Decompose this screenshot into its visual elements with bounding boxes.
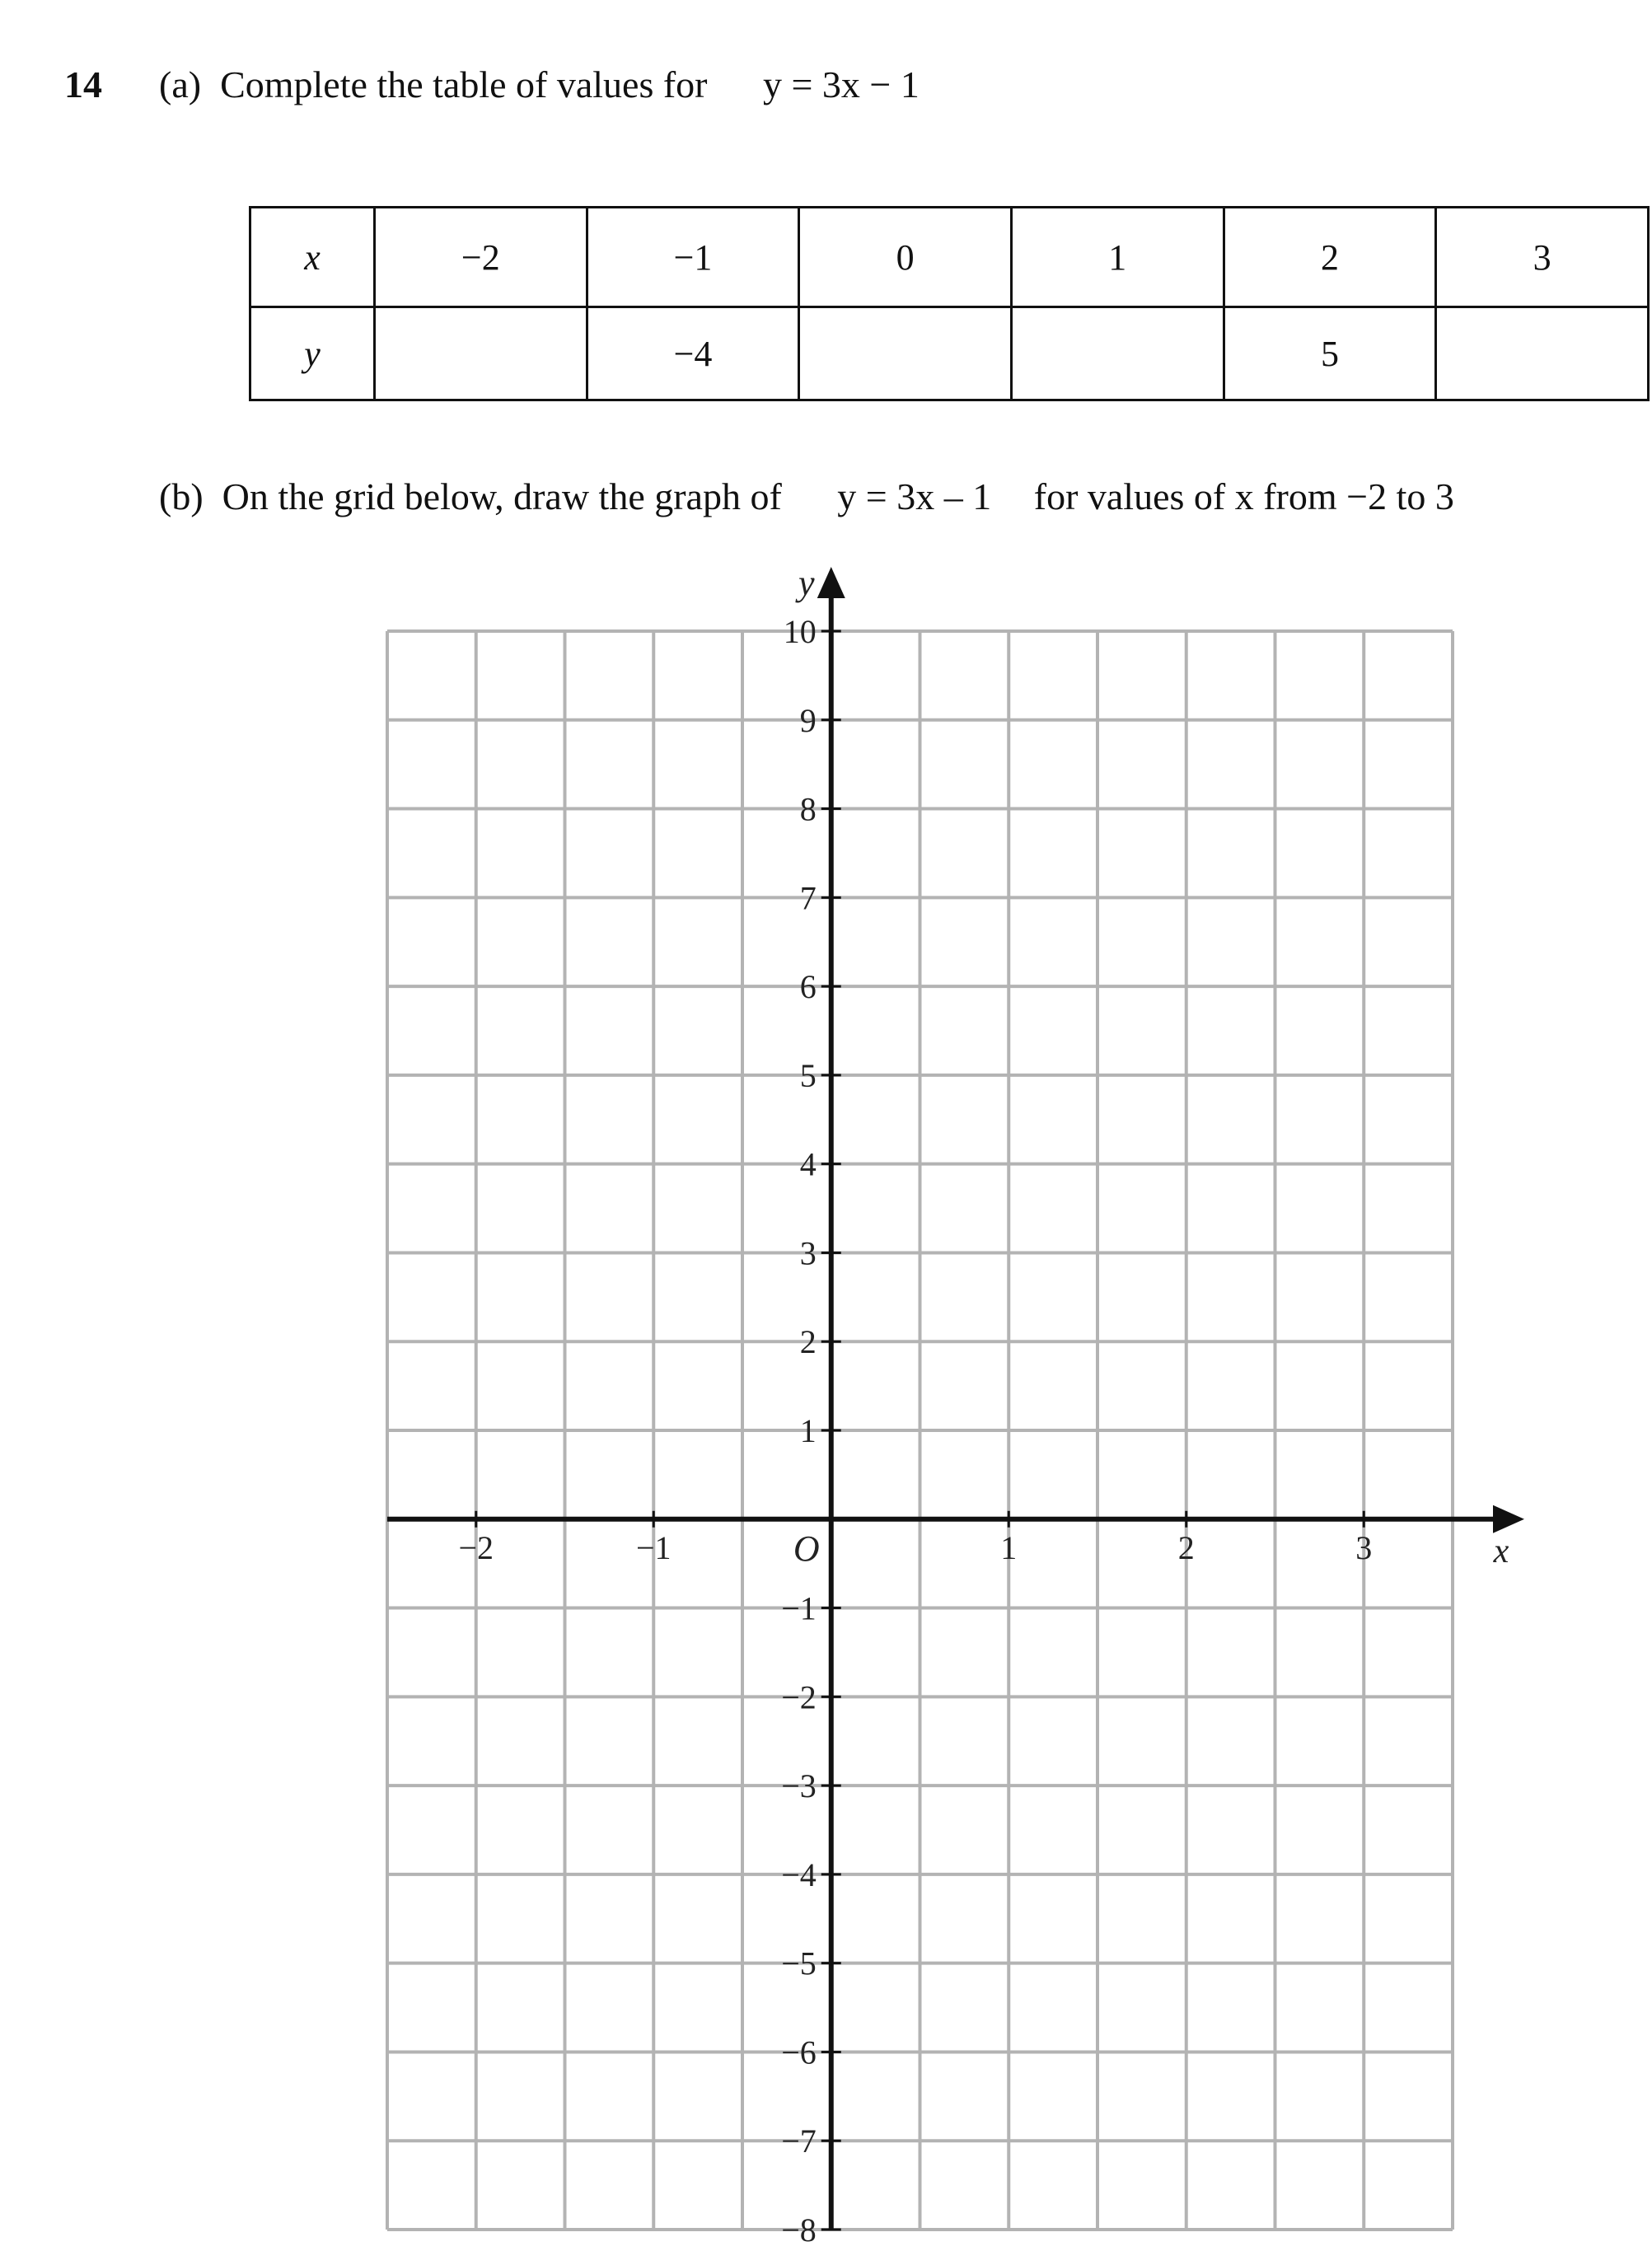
y-tick-label: 2 — [799, 1323, 817, 1361]
x-tick-label: −1 — [635, 1528, 672, 1566]
y-tick-label: 10 — [783, 613, 817, 650]
part-a-equation: y = 3x − 1 — [762, 63, 920, 105]
y-tick-label: −6 — [781, 2033, 817, 2071]
x-value-cell: 2 — [1224, 208, 1436, 307]
y-value-cell: −4 — [587, 307, 799, 400]
x-value-cell: 1 — [1011, 208, 1224, 307]
y-tick-label: −1 — [781, 1589, 817, 1627]
y-header-cell: y — [250, 307, 375, 400]
origin-label: O — [793, 1528, 820, 1569]
x-value-cell: −2 — [375, 208, 587, 307]
part-b-label: (b) — [159, 475, 204, 517]
x-axis-label: x — [1493, 1532, 1509, 1570]
x-value-cell: 0 — [799, 208, 1012, 307]
y-tick-label: 5 — [799, 1056, 817, 1094]
y-tick-label: 4 — [799, 1145, 817, 1183]
part-a-text: Complete the table of values for — [220, 63, 708, 105]
y-value-cell: 5 — [1224, 307, 1436, 400]
y-tick-label: −5 — [781, 1944, 817, 1982]
x-tick-label: −2 — [458, 1528, 494, 1566]
part-b-text: On the grid below, draw the graph of — [222, 475, 782, 517]
x-header-cell: x — [250, 208, 375, 307]
x-tick-label: 2 — [1177, 1528, 1195, 1566]
x-value-cell: 3 — [1436, 208, 1649, 307]
part-b-equation: y = 3x – 1 — [837, 475, 992, 517]
x-axis-arrow-icon — [1493, 1505, 1524, 1533]
y-axis-label: y — [798, 563, 815, 603]
y-tick-label: 6 — [799, 968, 817, 1006]
y-tick-label: 1 — [799, 1412, 817, 1449]
y-tick-label: −8 — [781, 2211, 817, 2249]
part-b-range: for values of x from −2 to 3 — [1033, 475, 1454, 517]
x-tick-label: 3 — [1355, 1528, 1373, 1566]
question-number: 14 — [64, 63, 102, 105]
y-tick-label: −4 — [781, 1856, 817, 1893]
y-axis-arrow-icon — [817, 567, 845, 598]
y-tick-label: 7 — [799, 879, 817, 917]
y-tick-label: 8 — [799, 790, 817, 828]
x-tick-label: 1 — [1000, 1528, 1018, 1566]
y-tick-label: −3 — [781, 1767, 817, 1805]
x-value-cell: −1 — [587, 208, 799, 307]
y-tick-label: −7 — [781, 2122, 817, 2160]
part-a-label: (a) — [159, 63, 202, 105]
y-tick-label: 9 — [799, 701, 817, 739]
y-tick-label: −2 — [781, 1678, 817, 1716]
y-tick-label: 3 — [799, 1234, 817, 1272]
